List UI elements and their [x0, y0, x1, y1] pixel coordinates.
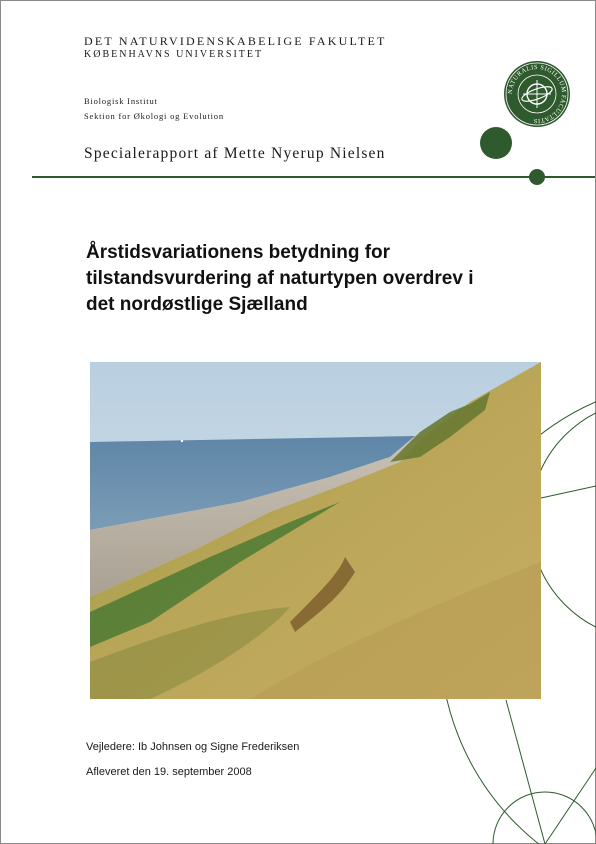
decor-dot-large: [480, 127, 512, 159]
title-line-1: Årstidsvariationens betydning for: [86, 242, 391, 263]
delivery-date: Afleveret den 19. september 2008: [86, 766, 252, 778]
institute-name: Biologisk Institut: [84, 96, 158, 106]
report-author: Specialerapport af Mette Nyerup Nielsen: [84, 145, 386, 162]
faculty-block: [84, 34, 387, 62]
title-line-2: tilstandsvurdering af naturtypen overdrev i: [86, 268, 474, 289]
faculty-name: DET NATURVIDENSKABELIGE FAKULTET: [84, 34, 387, 48]
decor-dot-small: [529, 169, 545, 185]
coastal-slope-photo: [90, 362, 541, 699]
university-seal-logo: [503, 60, 571, 128]
cover-photo: [90, 362, 541, 699]
section-name: Sektion for Økologi og Evolution: [84, 111, 224, 121]
university-name: KØBENHAVNS UNIVERSITET: [84, 49, 264, 60]
svg-text:NATURALIS SIGILLUM FACULTATIS: NATURALIS SIGILLUM FACULTATIS: [506, 63, 568, 125]
supervisors: Vejledere: Ib Johnsen og Signe Frederiksen: [86, 741, 300, 753]
header-rule: [32, 176, 595, 178]
institute-block: [84, 94, 224, 124]
title-line-3: det nordøstlige Sjælland: [86, 294, 308, 315]
report-title: [86, 240, 546, 318]
